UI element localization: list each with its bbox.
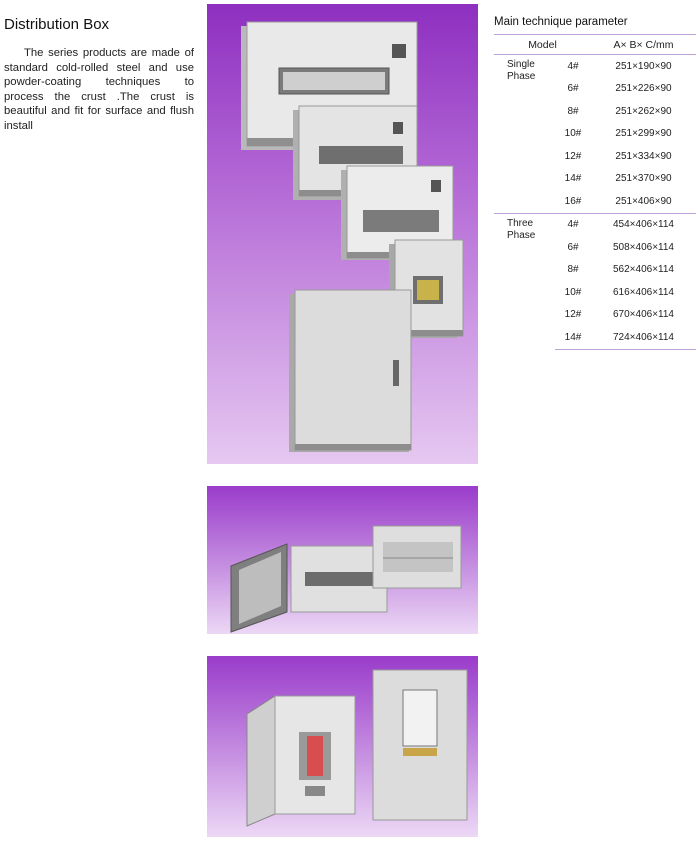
table-row	[494, 55, 696, 78]
model-cell: 10#	[564, 286, 582, 298]
dimension-cell: 251×262×90	[615, 105, 672, 117]
dimension-cell: 562×406×114	[613, 264, 674, 276]
dimension-cell: 616×406×114	[613, 286, 674, 298]
dimension-cell: 251×334×90	[615, 150, 672, 162]
phase-label-single: Single Phase	[507, 59, 536, 82]
dimension-cell: 454×406×114	[591, 213, 696, 236]
dimension-cell: 251×226×90	[615, 83, 672, 95]
product-description: The series products are made of standard cold-rolled steel and use powder-coating techniques to process the crust .The crust is beautiful and fit for surface and flush install	[4, 47, 194, 132]
model-cell: 8#	[567, 264, 579, 276]
model-cell: 6#	[567, 83, 579, 95]
dimension-cell: 251×299×90	[615, 128, 672, 140]
model-cell: 14#	[564, 173, 582, 185]
dimension-cell: 508×406×114	[613, 241, 674, 253]
open-door-box-illustration	[207, 486, 478, 634]
dimension-cell: 251×190×90	[615, 60, 672, 72]
table-header-row	[494, 35, 696, 55]
table-row	[494, 213, 696, 236]
dimension-cell: 670×406×114	[613, 309, 674, 321]
distribution-boxes-illustration	[207, 4, 478, 464]
model-cell: 10#	[564, 128, 582, 140]
dimension-cell: 251×406×90	[615, 195, 672, 207]
phase-label-three: Three Phase	[494, 213, 555, 349]
dimension-cell: 251×370×90	[615, 173, 672, 185]
product-photo-range	[207, 4, 478, 464]
parameter-table	[494, 34, 696, 350]
product-photo-open-door	[207, 486, 478, 634]
model-cell: 12#	[564, 309, 582, 321]
column-header-dimensions: A× B× C/mm	[591, 35, 696, 55]
table-title: Main technique parameter	[494, 16, 628, 28]
model-cell: 4#	[555, 213, 591, 236]
model-cell: 12#	[564, 150, 582, 162]
model-cell: 4#	[567, 60, 579, 72]
cabinet-illustration	[289, 290, 411, 452]
column-header-model: Model	[494, 35, 591, 55]
three-phase-box-illustration	[207, 656, 478, 837]
model-cell: 14#	[555, 326, 591, 349]
product-photo-three-phase	[207, 656, 478, 837]
dimension-cell: 724×406×114	[591, 326, 696, 349]
model-cell: 8#	[567, 105, 579, 117]
page-title: Distribution Box	[4, 16, 110, 33]
model-cell: 6#	[567, 241, 579, 253]
model-cell: 16#	[564, 195, 582, 207]
